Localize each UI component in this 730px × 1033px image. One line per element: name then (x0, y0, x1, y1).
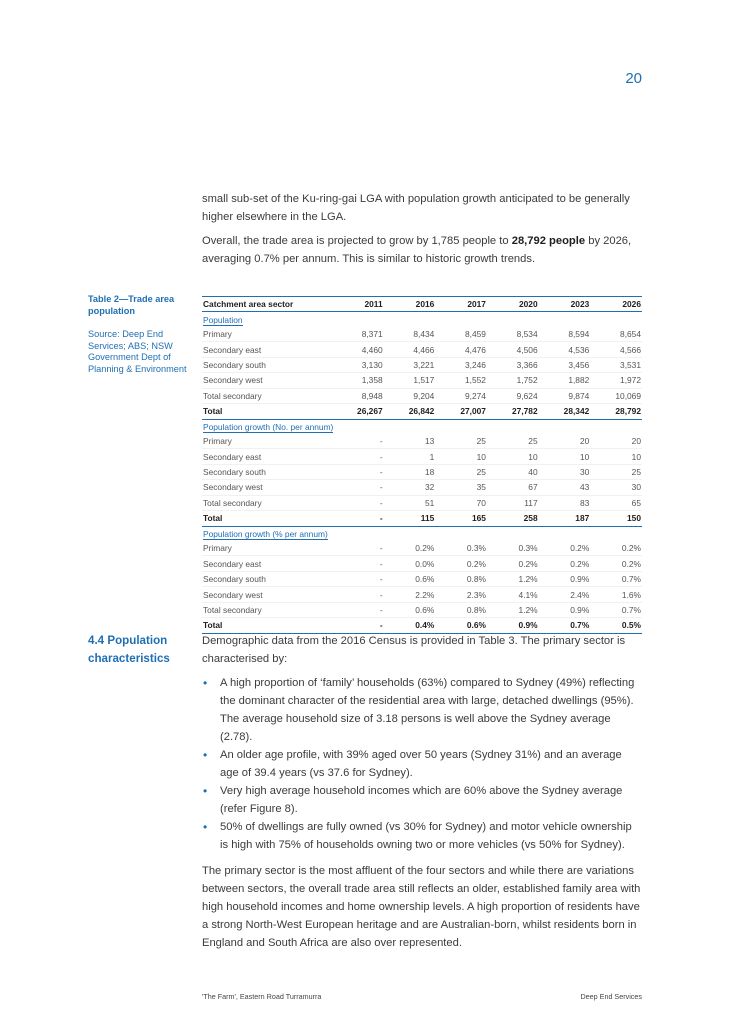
value-cell: 4,466 (384, 342, 436, 357)
value-cell: 3,456 (539, 357, 591, 372)
intro-paragraph-2-end: by 2026, averaging 0.7% per annum. This is similar to historic growth trends. (202, 235, 632, 265)
table-section-row (202, 419, 642, 434)
value-cell: 25 (435, 434, 487, 449)
bullet-text: Very high average household incomes which are 60% above the Sydney average (refer Figure 8). (220, 785, 623, 815)
value-cell: 0.2% (590, 556, 642, 571)
value-cell: 0.0% (384, 556, 436, 571)
value-cell: 10 (487, 449, 539, 464)
intro-paragraph-2-start: Overall, the trade area is projected to grow by 1,785 people to (202, 235, 512, 247)
table-total-row (202, 404, 642, 419)
value-cell: 0.2% (539, 541, 591, 556)
table-row (202, 388, 642, 403)
value-cell: 4,506 (487, 342, 539, 357)
value-cell: - (332, 556, 384, 571)
table-caption-source: Source: Deep End Services; ABS; NSW Government Dept of Planning & Environment (88, 329, 187, 374)
row-label-cell: Secondary east (202, 342, 332, 357)
value-cell: 0.8% (435, 571, 487, 586)
page-number: 20 (625, 70, 642, 87)
total-value-cell: 26,842 (384, 404, 436, 419)
intro-paragraph-1: small sub-set of the Ku-ring-gai LGA with population growth anticipated to be generally higher elsewhere in the LGA. (202, 193, 630, 223)
value-cell: 1,517 (384, 373, 436, 388)
total-value-cell: 0.6% (435, 618, 487, 633)
row-label-cell: Primary (202, 434, 332, 449)
value-cell: 2.2% (384, 587, 436, 602)
total-value-cell: 0.7% (539, 618, 591, 633)
value-cell: 4.1% (487, 587, 539, 602)
row-label-cell: Secondary west (202, 587, 332, 602)
footer-right: Deep End Services (580, 992, 642, 1001)
total-value-cell: 150 (590, 511, 642, 526)
table-section-row (202, 312, 642, 327)
row-label-cell: Total secondary (202, 495, 332, 510)
section-title: Population characteristics (88, 634, 170, 665)
bullet-dot-icon: • (203, 748, 208, 762)
value-cell: - (332, 480, 384, 495)
value-cell: 1,972 (590, 373, 642, 388)
value-cell: 32 (384, 480, 436, 495)
value-cell: - (332, 434, 384, 449)
value-cell: 0.2% (487, 556, 539, 571)
value-cell: - (332, 541, 384, 556)
value-cell: 10,069 (590, 388, 642, 403)
value-cell: 1,752 (487, 373, 539, 388)
section-closing: The primary sector is the most affluent of the four sectors and while there are variations between sectors, the overall trade area still reflects an older, established family area with high household incomes and home ownership levels. A high proportion of residents have a strong North-West European heritage and are Australian-born, whilst residents born in England and South Africa are also over represented. (202, 865, 641, 949)
intro-text (202, 190, 642, 274)
total-value-cell: 27,007 (435, 404, 487, 419)
value-cell: 1,552 (435, 373, 487, 388)
table-row (202, 357, 642, 372)
intro-paragraph-2 (202, 232, 642, 268)
row-label-cell: Secondary south (202, 464, 332, 479)
value-cell: 1 (384, 449, 436, 464)
header-cell: 2017 (435, 297, 487, 312)
value-cell: 1.2% (487, 571, 539, 586)
value-cell: - (332, 587, 384, 602)
header-cell: 2016 (384, 297, 436, 312)
value-cell: 25 (590, 464, 642, 479)
bullet-text: 50% of dwellings are fully owned (vs 30% for Sydney) and motor vehicle ownership is high with 75% of households owning two or more vehicles (vs 50% for Sydney). (220, 821, 632, 851)
total-label-cell: Total (202, 618, 332, 633)
total-value-cell: 0.5% (590, 618, 642, 633)
header-cell: 2026 (590, 297, 642, 312)
total-value-cell: - (332, 511, 384, 526)
row-label-cell: Secondary east (202, 556, 332, 571)
value-cell: 1,358 (332, 373, 384, 388)
value-cell: 8,371 (332, 327, 384, 342)
row-label-cell: Total secondary (202, 602, 332, 617)
row-label-cell: Secondary east (202, 449, 332, 464)
value-cell: 43 (539, 480, 591, 495)
value-cell: 0.2% (590, 541, 642, 556)
value-cell: 4,460 (332, 342, 384, 357)
total-value-cell: 26,267 (332, 404, 384, 419)
value-cell: 9,204 (384, 388, 436, 403)
value-cell: 25 (435, 464, 487, 479)
total-value-cell: 0.4% (384, 618, 436, 633)
row-label-cell: Primary (202, 327, 332, 342)
table-row (202, 449, 642, 464)
table-row (202, 541, 642, 556)
population-table (202, 296, 642, 634)
table-total-row (202, 618, 642, 633)
table-section-cell (202, 312, 642, 327)
value-cell: 8,459 (435, 327, 487, 342)
projected-population-highlight: 28,792 people (511, 235, 586, 247)
value-cell: 4,566 (590, 342, 642, 357)
table-row (202, 495, 642, 510)
section-intro: Demographic data from the 2016 Census is provided in Table 3. The primary sector is characterised by: (202, 635, 626, 665)
value-cell: 40 (487, 464, 539, 479)
value-cell: 1.2% (487, 602, 539, 617)
row-label-cell: Secondary south (202, 571, 332, 586)
table-row (202, 571, 642, 586)
value-cell: 10 (539, 449, 591, 464)
total-value-cell: 187 (539, 511, 591, 526)
value-cell: 2.3% (435, 587, 487, 602)
table-row (202, 373, 642, 388)
total-value-cell: 28,342 (539, 404, 591, 419)
total-value-cell: 0.9% (487, 618, 539, 633)
value-cell: 0.6% (384, 571, 436, 586)
table-section-title: Population growth (No. per annum) (203, 421, 334, 432)
section-body (202, 632, 642, 958)
table-row (202, 342, 642, 357)
value-cell: 18 (384, 464, 436, 479)
bullet-dot-icon: • (203, 784, 208, 798)
value-cell: 20 (539, 434, 591, 449)
section-number: 4.4 (88, 634, 105, 647)
total-label-cell: Total (202, 404, 332, 419)
value-cell: 0.3% (435, 541, 487, 556)
value-cell: 8,654 (590, 327, 642, 342)
value-cell: 10 (590, 449, 642, 464)
total-value-cell: 258 (487, 511, 539, 526)
value-cell: 0.6% (384, 602, 436, 617)
row-label-cell: Secondary west (202, 373, 332, 388)
total-value-cell: - (332, 618, 384, 633)
value-cell: - (332, 602, 384, 617)
value-cell: 0.2% (539, 556, 591, 571)
bullet-text: A high proportion of ‘family’ households (63%) compared to Sydney (49%) reflecting the dominant character of the residential area with large, detached dwellings (95%). The average household size of 3.18 persons is well above the Sydney average (2.78). (220, 677, 635, 743)
bullet-dot-icon: • (203, 676, 208, 690)
table-section-cell (202, 526, 642, 541)
table-row (202, 327, 642, 342)
value-cell: 9,624 (487, 388, 539, 403)
value-cell: 65 (590, 495, 642, 510)
value-cell: 0.2% (384, 541, 436, 556)
value-cell: 3,221 (384, 357, 436, 372)
table-caption-title: Table 2—Trade area population (88, 294, 175, 316)
table-caption (88, 294, 188, 376)
total-label-cell: Total (202, 511, 332, 526)
value-cell: - (332, 495, 384, 510)
row-label-cell: Secondary south (202, 357, 332, 372)
table-section-title: Population growth (% per annum) (203, 528, 328, 539)
value-cell: - (332, 571, 384, 586)
value-cell: 67 (487, 480, 539, 495)
table-row (202, 434, 642, 449)
value-cell: 8,948 (332, 388, 384, 403)
header-cell: Catchment area sector (202, 297, 332, 312)
table-section-title: Population (203, 314, 243, 325)
value-cell: 25 (487, 434, 539, 449)
value-cell: 10 (435, 449, 487, 464)
value-cell: - (332, 449, 384, 464)
value-cell: 0.2% (435, 556, 487, 571)
value-cell: 3,366 (487, 357, 539, 372)
value-cell: 35 (435, 480, 487, 495)
bullet-list (202, 674, 642, 854)
row-label-cell: Total secondary (202, 388, 332, 403)
table-total-row (202, 511, 642, 526)
section-heading (88, 632, 198, 668)
value-cell: 1,882 (539, 373, 591, 388)
value-cell: 117 (487, 495, 539, 510)
table-row (202, 480, 642, 495)
value-cell: 4,476 (435, 342, 487, 357)
total-value-cell: 28,792 (590, 404, 642, 419)
value-cell: 4,536 (539, 342, 591, 357)
value-cell: 9,274 (435, 388, 487, 403)
bullet-item (202, 746, 642, 782)
value-cell: 3,246 (435, 357, 487, 372)
table-row (202, 602, 642, 617)
table-row (202, 556, 642, 571)
header-cell: 2011 (332, 297, 384, 312)
table-row (202, 464, 642, 479)
total-value-cell: 165 (435, 511, 487, 526)
value-cell: 2.4% (539, 587, 591, 602)
value-cell: - (332, 464, 384, 479)
value-cell: 0.8% (435, 602, 487, 617)
table-header-row (202, 297, 642, 312)
header-cell: 2020 (487, 297, 539, 312)
bullet-text: An older age profile, with 39% aged over 50 years (Sydney 31%) and an average age of 39.4 years (vs 37.6 for Sydney). (220, 749, 622, 779)
bullet-dot-icon: • (203, 820, 208, 834)
value-cell: 83 (539, 495, 591, 510)
bullet-item (202, 782, 642, 818)
value-cell: 0.7% (590, 602, 642, 617)
value-cell: 0.9% (539, 602, 591, 617)
value-cell: 8,534 (487, 327, 539, 342)
value-cell: 3,531 (590, 357, 642, 372)
value-cell: 8,594 (539, 327, 591, 342)
value-cell: 51 (384, 495, 436, 510)
total-value-cell: 27,782 (487, 404, 539, 419)
value-cell: 13 (384, 434, 436, 449)
bullet-item (202, 674, 642, 746)
bullet-item (202, 818, 642, 854)
table-section-cell (202, 419, 642, 434)
total-value-cell: 115 (384, 511, 436, 526)
value-cell: 0.7% (590, 571, 642, 586)
table-row (202, 587, 642, 602)
footer-left: 'The Farm', Eastern Road Turramurra (202, 992, 322, 1001)
value-cell: 30 (590, 480, 642, 495)
value-cell: 70 (435, 495, 487, 510)
value-cell: 30 (539, 464, 591, 479)
row-label-cell: Primary (202, 541, 332, 556)
value-cell: 9,874 (539, 388, 591, 403)
population-table-body (202, 312, 642, 633)
value-cell: 0.9% (539, 571, 591, 586)
value-cell: 0.3% (487, 541, 539, 556)
value-cell: 20 (590, 434, 642, 449)
value-cell: 3,130 (332, 357, 384, 372)
header-cell: 2023 (539, 297, 591, 312)
table-section-row (202, 526, 642, 541)
value-cell: 1.6% (590, 587, 642, 602)
row-label-cell: Secondary west (202, 480, 332, 495)
value-cell: 8,434 (384, 327, 436, 342)
